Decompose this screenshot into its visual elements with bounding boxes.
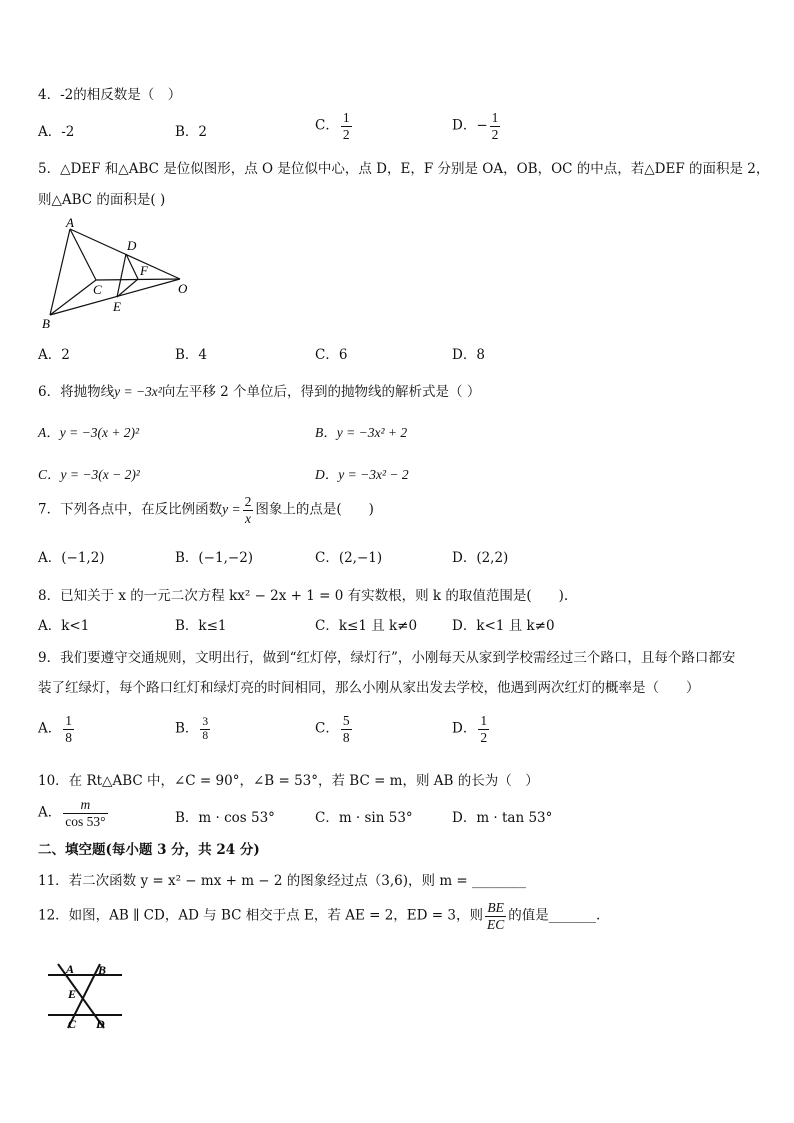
q7-option-c: C．(2,−1)	[315, 550, 383, 566]
q5-seg-AO	[70, 229, 180, 279]
q5-option-d: D．8	[452, 347, 485, 363]
q4-d-label: D．−	[452, 117, 488, 134]
q5-figure	[38, 215, 198, 333]
q12-label-B: B	[98, 963, 107, 977]
q5-stem-line2: 则△ABC 的面积是( )	[38, 192, 166, 208]
q12-stem-post: 的值是_______.	[508, 907, 601, 924]
q9-option-b	[175, 716, 212, 743]
q9-b-fraction	[200, 716, 210, 743]
q9-stem-line2: 装了红绿灯，每个路口红灯和绿灯亮的时间相同，那么小刚从家出发去学校，他遇到两次红灯的概率是（ ）	[38, 680, 700, 696]
q7-frac-num: 2	[244, 494, 252, 509]
q10-a-den: cos 53°	[65, 813, 106, 829]
q5-label-A: A	[66, 215, 74, 230]
q4-c-fraction	[341, 110, 352, 142]
q9-d-den: 2	[480, 729, 488, 745]
q9-a-label: A．	[38, 720, 62, 737]
q12-label-C: C	[68, 1017, 77, 1031]
q5-label-F: F	[140, 263, 148, 278]
q6-option-b: B．y = −3x² + 2	[315, 425, 408, 440]
q9-c-den: 8	[342, 729, 350, 745]
q5-stem-line1: 5．△DEF 和△ABC 是位似图形，点 O 是位似中心，点 D，E，F 分别是 OA，OB，OC 的中点，若△DEF 的面积是 2，	[38, 161, 770, 177]
q9-c-fraction	[341, 713, 352, 745]
q9-b-den: 8	[202, 730, 209, 743]
q9-option-d	[452, 713, 491, 745]
q4-d-den: 2	[491, 126, 499, 142]
q10-stem: 10．在 Rt△ABC 中，∠C = 90°，∠B = 53°，若 BC = m，则 AB 的长为（ ）	[38, 773, 539, 789]
q4-option-d	[452, 110, 502, 142]
q9-a-den: 8	[65, 729, 72, 745]
q7-stem-pre: 7．下列各点中，在反比例函数	[38, 501, 223, 518]
q6-option-d: D．y = −3x² − 2	[315, 467, 409, 482]
q9-c-label: C．	[315, 720, 339, 737]
q12-figure	[44, 958, 134, 1034]
q9-a-num: 1	[65, 713, 72, 728]
q5-label-B: B	[42, 316, 50, 331]
q8-option-a: A．k<1	[38, 618, 90, 634]
q4-option-b: B．2	[175, 124, 208, 140]
q4-stem: 4．-2的相反数是（ ）	[38, 87, 182, 103]
q5-label-D: D	[127, 238, 137, 253]
q12-frac-num: BE	[487, 900, 504, 915]
q7-option-d: D．(2,2)	[452, 550, 509, 566]
q7-frac-den: x	[244, 510, 251, 526]
q12-label-A: A	[66, 962, 75, 976]
q5-label-E: E	[113, 299, 121, 314]
q10-a-label: A．	[38, 804, 62, 821]
q10-option-d: D．m · tan 53°	[452, 810, 553, 826]
q7-option-a: A．(−1,2)	[38, 550, 105, 566]
q4-option-c	[315, 110, 354, 142]
q12-stem-pre: 12．如图，AB ∥ CD，AD 与 BC 相交于点 E，若 AE = 2，ED = 3，则	[38, 907, 483, 924]
q5-option-b: B．4	[175, 347, 208, 363]
q9-option-c	[315, 713, 354, 745]
q7-option-b: B．(−1,−2)	[175, 550, 254, 566]
q12-stem	[38, 900, 600, 932]
q4-c-den: 2	[342, 126, 350, 142]
q12-label-E: E	[68, 987, 77, 1001]
q8-option-b: B．k≤1	[175, 618, 227, 634]
q10-option-a	[38, 797, 110, 829]
q5-option-a: A．2	[38, 347, 70, 363]
q4-c-label: C．	[315, 117, 339, 134]
section2-heading: 二、填空题(每小题 3 分，共 24 分)	[38, 842, 260, 858]
q6-stem-expr: y = −3x²	[114, 384, 162, 399]
q4-option-a: A．-2	[38, 124, 75, 140]
q8-option-d: D．k<1 且 k≠0	[452, 618, 555, 634]
q6-option-a: A．y = −3(x + 2)²	[38, 425, 140, 440]
q9-a-fraction	[63, 713, 74, 745]
q10-option-c: C．m · sin 53°	[315, 810, 413, 826]
q12-label-D: D	[96, 1017, 105, 1031]
q8-option-c: C．k≤1 且 k≠0	[315, 618, 418, 634]
q4-d-num: 1	[491, 110, 499, 125]
q9-c-num: 5	[342, 713, 350, 728]
q9-d-num: 1	[480, 713, 488, 728]
q12-frac-den: EC	[486, 916, 505, 932]
q6-option-c: C．y = −3(x − 2)²	[38, 467, 140, 482]
q9-d-label: D．	[452, 720, 477, 737]
q7-stem-y: y =	[222, 501, 241, 517]
q4-c-num: 1	[342, 110, 350, 125]
q7-stem	[38, 494, 374, 526]
q10-a-fraction	[63, 797, 107, 829]
q6-stem	[38, 380, 480, 400]
q8-stem: 8．已知关于 x 的一元二次方程 kx² − 2x + 1 = 0 有实数根，则 k 的取值范围是( ).	[38, 588, 569, 604]
q9-b-num: 3	[202, 716, 209, 728]
q7-fraction	[243, 494, 254, 526]
q10-a-num: m	[80, 797, 91, 812]
q9-b-label: B．	[175, 720, 199, 737]
q5-seg-AC	[70, 229, 96, 280]
q7-stem-post: 图象上的点是( )	[255, 501, 374, 518]
q11-stem: 11．若二次函数 y = x² − mx + m − 2 的图象经过点（3,6)，则 m = ________	[38, 873, 527, 889]
q5-label-O: O	[178, 281, 188, 296]
q9-option-a	[38, 713, 76, 745]
q9-d-fraction	[478, 713, 489, 745]
q10-option-b: B．m · cos 53°	[175, 810, 275, 826]
q12-fraction	[485, 900, 506, 932]
q6-stem-pre: 6．将抛物线	[38, 384, 115, 400]
q4-d-fraction	[490, 110, 501, 142]
q6-stem-post: 向左平移 2 个单位后，得到的抛物线的解析式是（ ）	[161, 384, 481, 400]
q5-label-C: C	[93, 282, 102, 297]
q9-stem-line1: 9．我们要遵守交通规则，文明出行，做到“红灯停，绿灯行”，小刚每天从家到学校需经过三个路口，且每个路口都安	[38, 650, 736, 666]
q5-option-c: C．6	[315, 347, 348, 363]
